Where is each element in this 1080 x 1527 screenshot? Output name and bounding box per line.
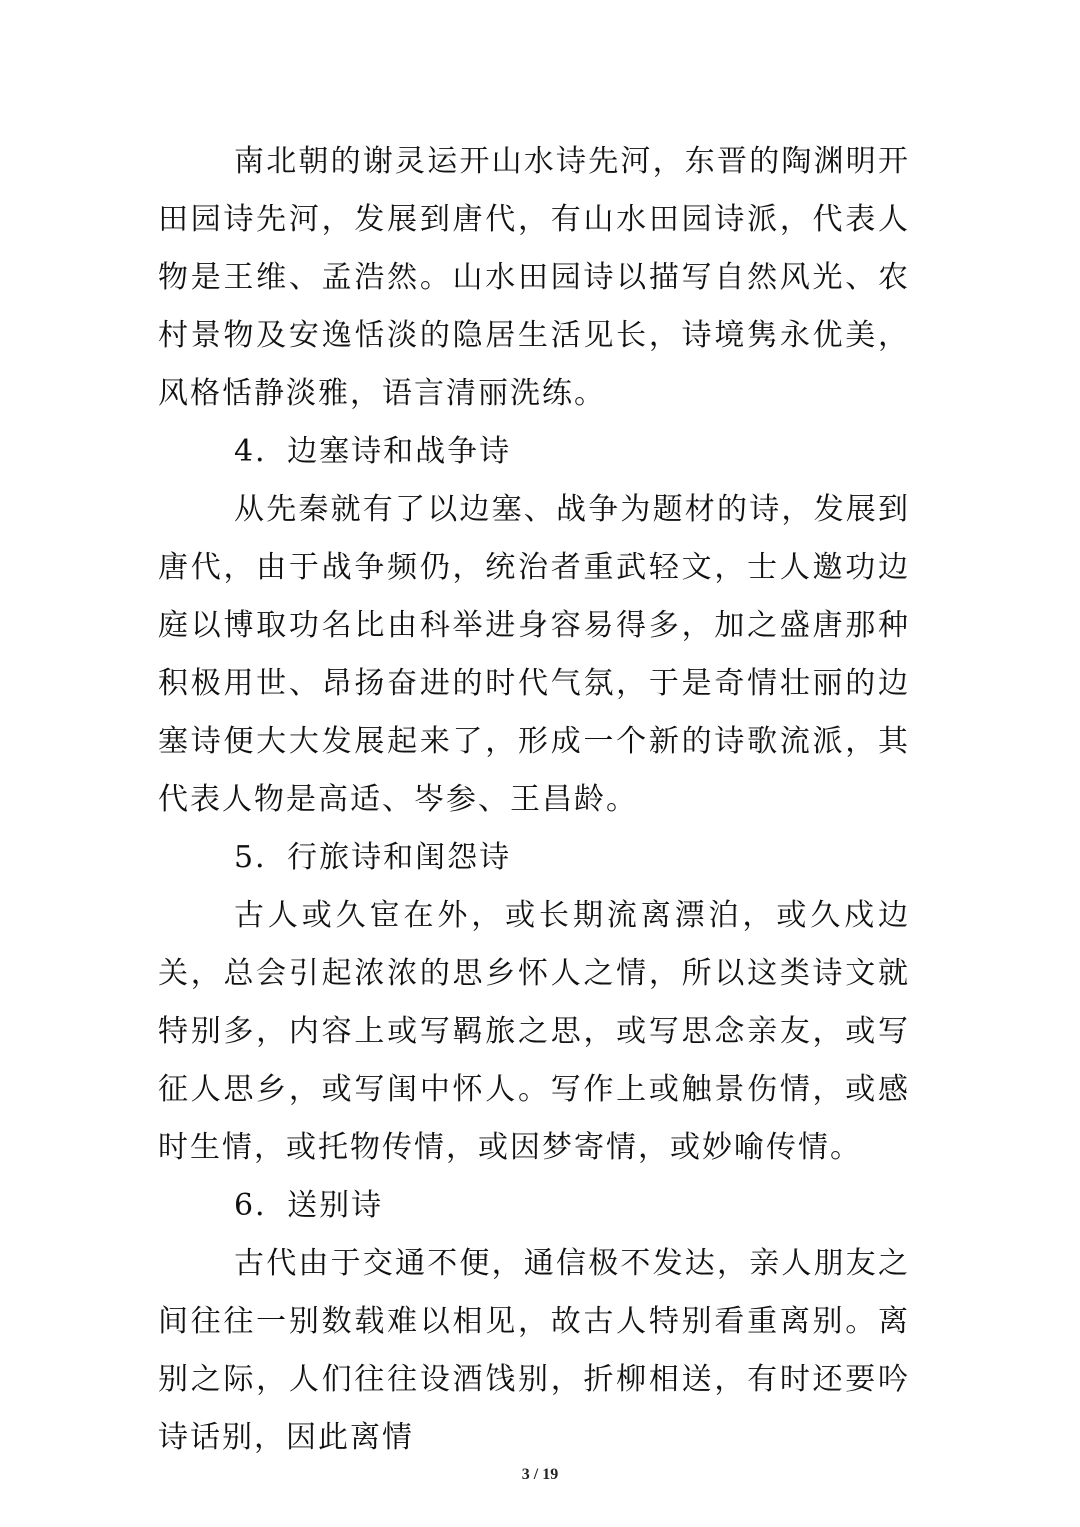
- section-heading-travel-poetry: 5．行旅诗和闺怨诗: [234, 840, 512, 875]
- section-heading-frontier-poetry: 4．边塞诗和战争诗: [234, 434, 512, 469]
- page-number: 3 / 19: [521, 1466, 559, 1483]
- document-body: [158, 133, 910, 1467]
- paragraph-frontier-poetry: 从先秦就有了以边塞、战争为题材的诗，发展到唐代，由于战争频仍，统治者重武轻文，士人邀功边庭以博取功名比由科举进身容易得多，加之盛唐那种积极用世、昂扬奋进的时代气氛，于是奇情壮丽的边塞诗便大大发展起来了，形成一个新的诗歌流派，其代表人物是高适、岑参、王昌龄。: [158, 492, 910, 817]
- paragraph-travel-poetry: 古人或久宦在外，或长期流离漂泊，或久戍边关，总会引起浓浓的思乡怀人之情，所以这类诗文就特别多，内容上或写羁旅之思，或写思念亲友，或写征人思乡，或写闺中怀人。写作上或触景伤情，或感时生情，或托物传情，或因梦寄情，或妙喻传情。: [158, 898, 910, 1165]
- paragraph-landscape-pastoral: 南北朝的谢灵运开山水诗先河，东晋的陶渊明开田园诗先河，发展到唐代，有山水田园诗派，代表人物是王维、孟浩然。山水田园诗以描写自然风光、农村景物及安逸恬淡的隐居生活见长，诗境隽永优美，风格恬静淡雅，语言清丽洗练。: [158, 144, 910, 411]
- section-heading-farewell-poetry: 6．送别诗: [234, 1188, 384, 1223]
- paragraph-farewell-poetry: 古代由于交通不便，通信极不发达，亲人朋友之间往往一别数载难以相见，故古人特别看重离别。离别之际，人们往往设酒饯别，折柳相送，有时还要吟诗话别，因此离情: [158, 1246, 910, 1455]
